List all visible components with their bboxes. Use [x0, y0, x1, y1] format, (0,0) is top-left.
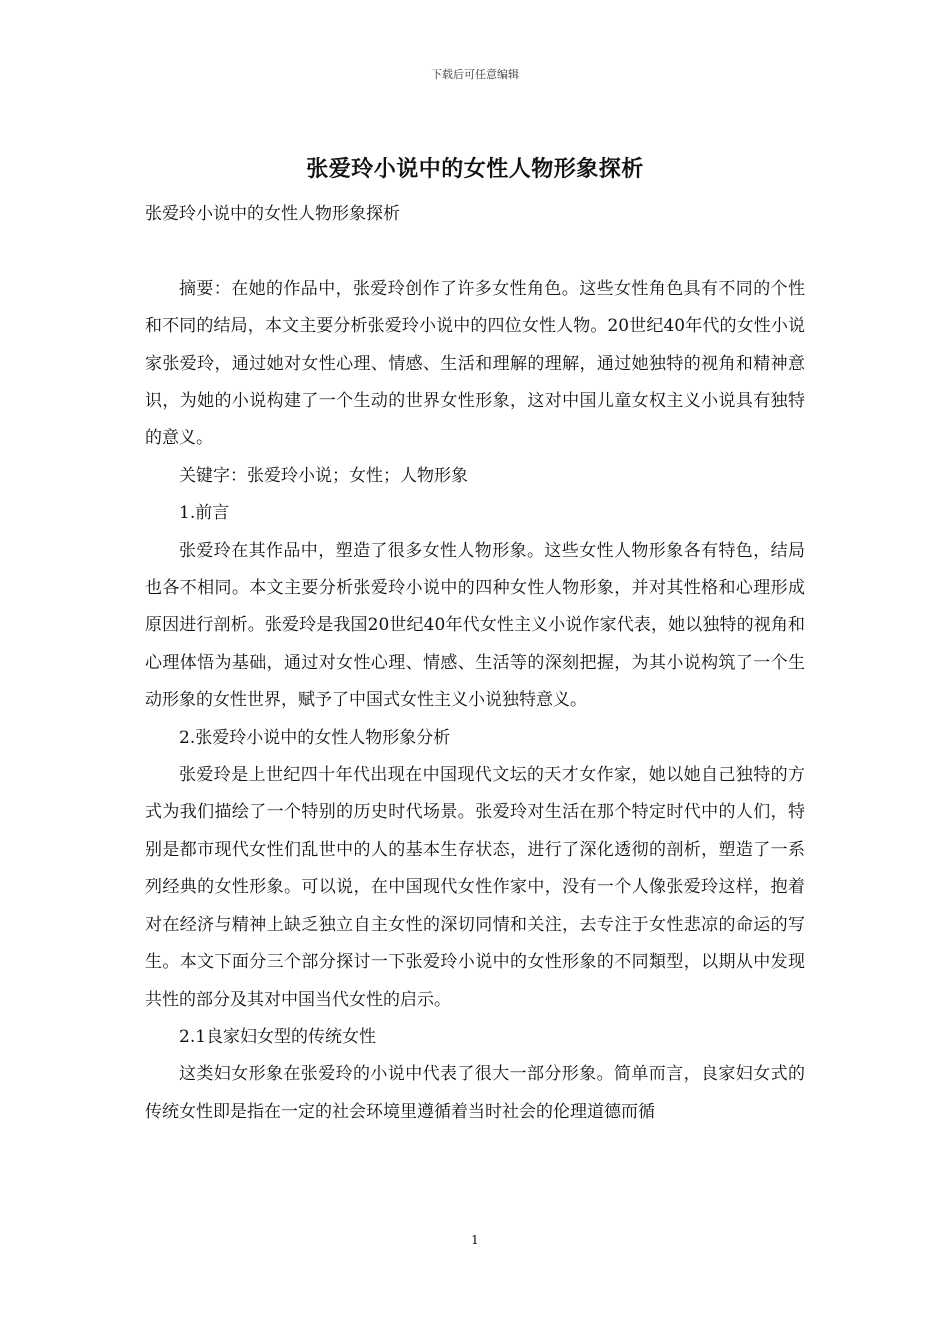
document-title: 张爱玲小说中的女性人物形象探析 [306, 156, 644, 182]
introduction-paragraph: 张爱玲在其作品中，塑造了很多女性人物形象。这些女性人物形象各有特色，结局也各不相同。本文主要分析张爱玲小说中的四种女性人物形象，并对其性格和心理形成原因进行剖析。张爱玲是我国20世纪40年代女性主义小说作家代表，她以独特的视角和心理体悟为基础，通过对女性心理、情感、生活等的深刻把握，为其小说构筑了一个生动形象的女性世界，赋予了中国式女性主义小说独特意义。 [145, 540, 805, 711]
subsection-heading-traditional-women: 2.1良家妇女型的传统女性 [179, 1026, 377, 1047]
header-note: 下载后可任意编辑 [431, 68, 519, 81]
section-heading-analysis: 2.张爱玲小说中的女性人物形象分析 [179, 727, 451, 748]
section-heading-introduction: 1.前言 [179, 503, 230, 524]
keywords-line: 关键字：张爱玲小说；女性；人物形象 [179, 465, 468, 486]
page-number: 1 [471, 1233, 479, 1247]
traditional-women-paragraph: 这类妇女形象在张爱玲的小说中代表了很大一部分形象。简单而言，良家妇女式的传统女性即是指在一定的社会环境里遵循着当时社会的伦理道德而循 [145, 1064, 805, 1122]
document-subtitle: 张爱玲小说中的女性人物形象探析 [145, 204, 400, 224]
document-body [145, 196, 805, 1131]
analysis-paragraph: 张爱玲是上世纪四十年代出现在中国现代文坛的天才女作家，她以她自己独特的方式为我们描绘了一个特别的历史时代场景。张爱玲对生活在那个特定时代中的人们，特别是都市现代女性们乱世中的人的基本生存状态，进行了深化透彻的剖析，塑造了一系列经典的女性形象。可以说，在中国现代女性作家中，没有一个人像张爱玲这样，抱着对在经济与精神上缺乏独立自主女性的深切同情和关注，去专注于女性悲凉的命运的写生。本文下面分三个部分探讨一下张爱玲小说中的女性形象的不同類型，以期从中发现共性的部分及其对中国当代女性的启示。 [145, 765, 805, 1010]
abstract-paragraph: 摘要：在她的作品中，张爱玲创作了许多女性角色。这些女性角色具有不同的个性和不同的结局，本文主要分析张爱玲小说中的四位女性人物。20世纪40年代的女性小说家张爱玲，通过她对女性心理、情感、生活和理解的理解，通过她独特的视角和精神意识，为她的小说构建了一个生动的世界女性形象，这对中国儿童女权主义小说具有独特的意义。 [145, 278, 805, 449]
